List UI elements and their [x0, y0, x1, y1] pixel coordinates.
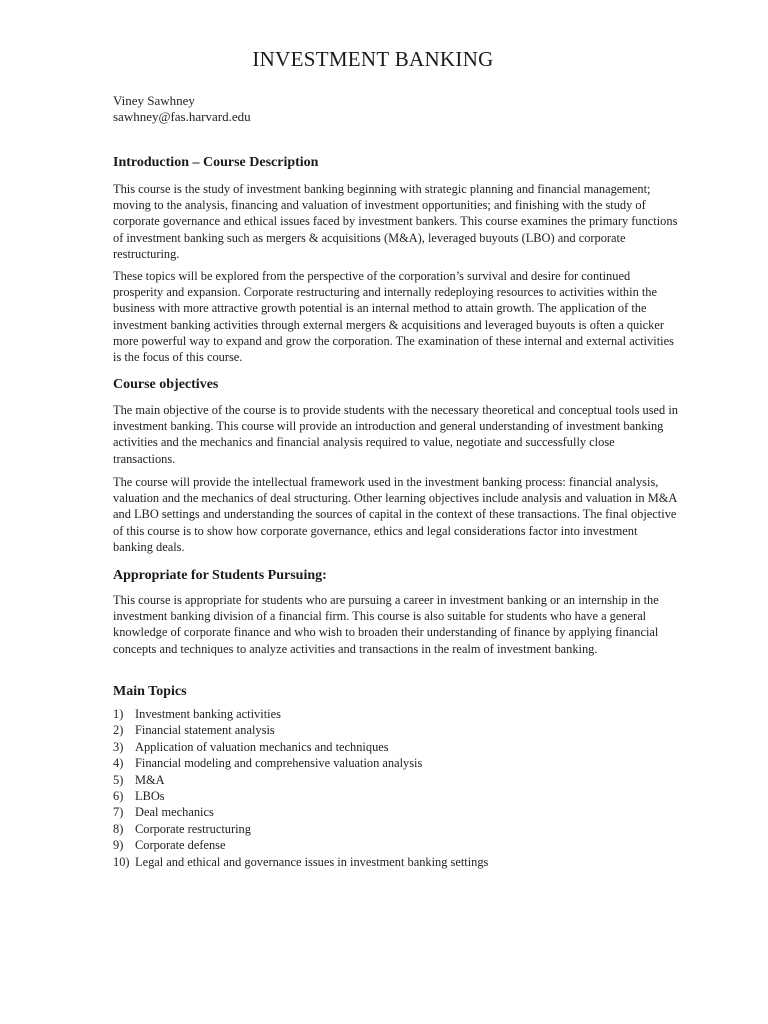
- author-block: [113, 93, 251, 125]
- list-item-text: Investment banking activities: [135, 707, 281, 721]
- main-topics-heading: Main Topics: [113, 684, 187, 699]
- list-item: [113, 739, 488, 755]
- appropriate-heading: Appropriate for Students Pursuing:: [113, 568, 327, 583]
- list-item: [113, 706, 488, 722]
- list-item: [113, 804, 488, 820]
- list-item-number: 7): [113, 805, 124, 820]
- list-item-text: Application of valuation mechanics and techniques: [135, 739, 389, 754]
- list-item: [113, 788, 488, 804]
- list-item-text: Corporate defense: [135, 838, 226, 853]
- list-item: [113, 837, 488, 853]
- objectives-heading: Course objectives: [113, 377, 219, 392]
- list-item-number: 3): [113, 739, 124, 754]
- objectives-paragraph-1: The main objective of the course is to provide students with the necessary theoretical and conceptual tools used in investment banking. This course will provide an introduction and general understanding of investment banking activities and the mechanics and financial analysis required to value, negotiate and successfully close transactions.: [113, 403, 678, 466]
- list-item-text: Financial statement analysis: [135, 723, 275, 738]
- list-item: [113, 755, 488, 771]
- introduction-heading: Introduction – Course Description: [113, 155, 319, 170]
- list-item-text: LBOs: [135, 789, 165, 804]
- main-topics-list: [113, 706, 488, 870]
- list-item-text: Deal mechanics: [135, 805, 214, 820]
- list-item: [113, 722, 488, 738]
- list-item-text: M&A: [135, 772, 165, 787]
- author-name: Viney Sawhney: [113, 93, 195, 108]
- list-item: [113, 854, 488, 870]
- list-item-text: Legal and ethical and governance issues in investment banking settings: [135, 854, 489, 869]
- author-email: sawhney@fas.harvard.edu: [113, 109, 251, 124]
- list-item-number: 4): [113, 756, 124, 771]
- list-item-number: 2): [113, 723, 124, 738]
- list-item-number: 9): [113, 838, 124, 853]
- list-item-number: 6): [113, 789, 124, 804]
- list-item-number: 8): [113, 821, 124, 836]
- introduction-paragraph-1: This course is the study of investment banking beginning with strategic planning and financial management; moving to the analysis, financing and valuation of investment opportunities; and finishing with the study of corporate governance and ethical issues faced by investment bankers. This course examines the primary functions of investment banking such as mergers & acquisitions (M&A), leveraged buyouts (LBO) and corporate restructuring.: [113, 182, 678, 261]
- list-item: [113, 772, 488, 788]
- document-title: INVESTMENT BANKING: [252, 47, 494, 71]
- list-item-number: 1): [113, 707, 124, 721]
- list-item-number: 5): [113, 772, 124, 787]
- objectives-paragraph-2: The course will provide the intellectual framework used in the investment banking process: financial analysis, valuation and the mechanics of deal structuring. Other learning objectives include analysis and valuation in M&A and LBO settings and understanding the sources of capital in the context of these transactions. The final objective of this course is to show how corporate governance, ethics and legal considerations factor into investment banking deals.: [113, 475, 677, 554]
- appropriate-paragraph: This course is appropriate for students who are pursuing a career in investment banking or an internship in the investment banking division of a financial firm. This course is also suitable for students who have a general knowledge of corporate finance and who wish to broaden their understanding of finance by applying financial concepts and techniques to analyze activities and transactions in the realm of investment banking.: [113, 593, 659, 656]
- introduction-paragraph-2: These topics will be explored from the perspective of the corporation’s survival and desire for continued prosperity and expansion. Corporate restructuring and internally redeploying resources to activities within the business with more attractive growth potential is an internal method to attain growth. The application of the investment banking activities through external mergers & acquisitions and leveraged buyouts is often a quicker more powerful way to expand and grow the corporation. The examination of these internal and external activities is the focus of this course.: [113, 269, 674, 365]
- list-item-number: 10): [113, 854, 130, 869]
- list-item-text: Corporate restructuring: [135, 821, 251, 836]
- list-item-text: Financial modeling and comprehensive valuation analysis: [135, 756, 423, 771]
- list-item: [113, 821, 488, 837]
